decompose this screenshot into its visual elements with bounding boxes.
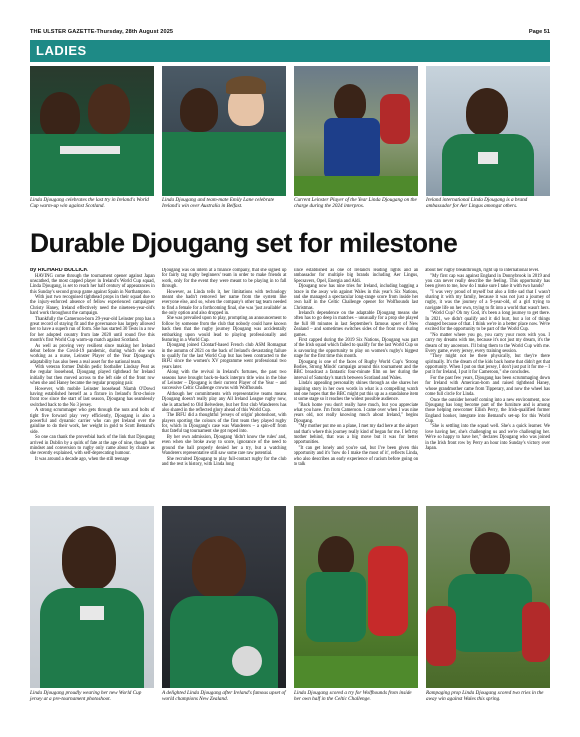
paragraph: With just two recognised tighthead props in their squad due to the injury-enforced absence of fellow experienced campaigner Christy Haney, Ireland effectively need the nineteen-year-old's hard work throughout the campaign. [30,295,155,317]
article-headline: Durable Djougang set for milestone [30,228,458,258]
section-title: LADIES [36,43,87,58]
paragraph: Although her commitments with representative teams means Djougang doesn't really play any All Ireland League rugby now, she is attached to Old Belvedere, but her first club Wanderers has also shared in the reflected glory ahead of this World Cup. [161,391,287,413]
paragraph: about her rugby breakthrough, right up to international level. [425,268,540,273]
paragraph: HAVING come through the tournament opener against Japan unscathed, the most capped player in Ireland's World Cup squad, Linda Djougang, is set to reach her half century of appearances in this Sunday's second group game against Spain in Northampton. [30,273,155,295]
paragraph: Once the outsider herself coming into a new environment, now Djougang has long become part of the furniture and is among those helping newcomer Eilish Perry, the Irish-qualified former England hooker, integrate into Bemand's set-up for this World Cup. [425,397,550,424]
paragraph: Djougang was on intern at a finance company, that she signed up for fairly tag rugby beginners' team in order to make friends at work, only for the event they were meant to be playing in to fall through. [161,268,287,290]
paragraph: First capped during the 2019 Six Nations, Djougang was part of the Irish squad which failed to qualify for the last World Cup so is savouring the opportunity to play on women's rugby's biggest stage for the first time this month. [293,338,419,360]
paragraph: It was around a decade ago, when the still teenage [35,456,129,462]
page-header [30,27,550,37]
top-photo-1 [30,66,154,196]
bottom-caption-4: Rampaging prop Linda Djougang scored two tries in the away win against Wales this spring. [426,690,544,702]
paragraph: So one can thank the proverbial back of the link that Djougang arrived in Dublin by a quirk of fate at the age of nine, though her mindset and conversion to rugby only came about by chance as she recently explained, with self-deprecating humour. [30,435,155,457]
bottom-photo-2 [162,506,286,688]
paragraph: She was prevailed upon to play, prompting an announcement to follow by someone from the club that nobody could have known back then that the rugby journey Djougang was accidentally embarking upon would lead to playing professionally and featuring in a World Cup. [161,316,287,343]
paragraph: "My mother put me on a plane, I met my dad here at the airport and that's where this journey really kind of began for me. I left my mother behind, that was a big move but it was for better opportunities. [293,424,419,446]
paragraph: "It can get lonely and you're sad, but I've been given this opportunity and it's 'how do I make the most of it', reflects Linda, who also describes an early experience of racism before going on to talk [293,445,419,467]
article-body [30,268,550,498]
paragraph: By her own admission, Djougang 'didn't know the rules' and, even when she broke away to score, ignorance of the need to ground the ball properly denied her a try, but a watching Wanderers representative still saw some rare raw potential. [161,434,287,456]
byline: by RICHARD BULLICK [30,268,88,273]
bottom-caption-1: Linda Djougang proudly wearing her new World Cup jersey at a pre-tournament photoshoot. [30,690,142,702]
section-band [30,40,550,62]
article-column-3 [294,268,419,498]
page-number: Page 51 [528,29,550,35]
top-photo-2 [162,66,286,196]
bottom-photo-3 [294,506,418,688]
paragraph: "My first cap was against England in Donnybrook in 2019 and you can never really describe the feeling. This opportunity has been given to me, how do I make sure I take it with two hands? [425,273,550,290]
bottom-caption-2: A delighted Linda Djougang after Ireland's famous upset of world champions New Zealand. [162,690,286,702]
top-photo-3 [294,66,418,196]
paragraph: "They might not be there physically, but they're there spiritually. It's the dream of the kids back home that didn't get that opportunity. When I put on that jersey, I don't just put it for me – I put it for Ireland, I put it for Cameroon," she concludes. [425,354,550,376]
paragraph: Djougang now has nine tries for Ireland, including bagging a brace in the away win against Wales in this year's Six Nations, and she managed a spectacular long-range score from inside her own half in the Celtic Challenge opener for Wolfhounds last Christmas. [293,284,419,311]
top-photo-4 [426,66,550,196]
paragraph: The IRFU did a thoughtful 'jerseys of origin' photoshoot, with players sporting the colours of the first team they played rugby for, which in Djougang's case was Wanderers – a spin-off from that fateful tag tournament she got roped into. [161,413,287,435]
paragraph: A strong scrummager who gets through the nuts and bolts of tight five forward play very efficiently, Djougang is also a powerful and dynamic carrier who can get Ireland over the gainline to do their work, her weight in gold to Scott Bemand's side. [30,408,155,435]
paragraph: Linda's appealing personality shines through as she shares her inspiring story in her own words in what is a compelling watch and one hopes that the BBC might put this up as a standalone item at some stage so it reaches the widest possible audience. [293,381,419,403]
paragraph: "She is settling into the squad well. She's a quick learner. We love having her, she's challenging us and we're challenging her. We're so happy to have her," declares Djougang who was joined in the Irish front row by Perry an hour into Sunday's victory over Japan. [425,424,550,451]
paragraph: "No matter where you go, you carry your roots with you. I carry my dreams with me, because it's not just my dream, it's the dream of my ancestors. I'll bring them to the World Cup with me. Every game, every jersey, every training session. [425,332,550,354]
paragraph: "World Cup? Oh my God, it's been a long journey to get there. In 2021, we didn't qualify and it did hurt, but a lot of things changed because of that. I think we're in a better place now. We're excited for the opportunity to be part of the World Cup. [425,311,550,333]
paragraph: Djougang is one of the faces of Rugby World Cup's 'Strong Bodies, Strong Minds' campaign around this tournament and the BBC broadcast a fantastic four-minute film on her during the interval of Saturday's match between Scotland and Wales. [293,359,419,381]
top-caption-2: Linda Djougang and team-mate Emily Lane celebrate Ireland's win over Australia in Belfast. [162,197,275,209]
paragraph: "Back home you don't really have much, but you appreciate what you have. I'm from Cameroon. I came over when I was nine years old, not really knowing much about Ireland," begins Djougang. [293,402,419,424]
paragraph: As well as proving very resilient since making her Ireland debut before the Covid-19 pandemic, during which she was working as a nurse, Leinster Player of the Year Djougang's adaptability has also been a real asset for the national team. [30,343,155,365]
paragraph: Thankfully the Cameroon-born 29-year-old Leinster prop has a great record of staying fit and the governance has largely allowed her to have a superb run of form. She has started 30 Tests in a row for her adopted country from late 2020 until round five this month's first World Cup warm-up match against Scotland. [30,316,155,344]
paragraph: However, with mobile Leinster loosehead Niamh O'Dowd having established herself as a fixture in Ireland's first-choice front row since the start of last season, Djougang has seamlessly switched back to the No 3 jersey. [30,386,155,408]
top-caption-4: Ireland international Linda Djougang is a brand ambassador for Aer Lingus amongst others. [426,197,528,209]
paragraph: However, as Linda tells it, her limitations with technology meant she hadn't removed her name from the system like everyone else, and so, when the company's other tag team needed to find a female for a forthcoming final, she was 'just available' as the only option and also dropped in. [161,289,287,316]
paragraph: She recruited Djougang to play full-contact rugby for the club and the rest is history, with Linda long [161,456,287,467]
paragraph: since established as one of Ireland's leading lights and an ambassador for multiple big brands including Aer Lingus, Specsavers, Opel, Energia and Aldi. [293,268,419,284]
paragraph: "I was very proud of myself but also a little sad that I wasn't sharing it with my family, because it was not just a journey of rugby, it was the journey of a 9-year-old, of a girl trying to navigate life on her own, trying to fit into a world that wasn't hers. [425,289,550,311]
article-column-2 [162,268,287,498]
top-caption-3: Current Leinster Player of the Year Linda Djougang on the charge during the 2024 interpros. [294,197,417,209]
paragraph: Ireland's dependence on the adaptable Djougang means she often has to go deep in matches – unusually for a prop she played the full 80 minutes in last September's famous upset of New Zealand – and sometimes switches sides of the front row during games. [293,311,419,338]
bottom-photo-1 [30,506,154,688]
publication-line: THE ULSTER GAZETTE-Thursday, 28th August 2025 [30,29,174,35]
article-column-1 [30,268,155,498]
paragraph: With veteran former Dublin pedic footballer Lindsay Peat as the regular loosehead, Djougang played tighthead for Ireland initially but then moved across to the left side of the front row when she and Haney became the regular propping pair. [30,365,155,387]
paragraph: Djougang joined Clontarf-based French club ASM Romagnat in the autumn of 2021 on the back of Ireland's devastating failure to qualify for the last World Cup but has been contracted to the IRFU since the women's XV programme went professional two years later. [161,343,287,370]
paragraph: Along with the revival in Ireland's fortunes, the past two seasons have brought back-to-back interpro title wins in the blue of Leinster – Djougang is their current Player of the Year – and successive Celtic Challenge crowns with Wolfhounds. [161,370,287,392]
paragraph: For the past few years, Djougang has been scrummaging down for Ireland with American-born and raised tighthead Haney, whose grandmother came from Tipperary, and now the wheel has come full circle for Linda. [425,376,550,398]
top-caption-1: Linda Djougang celebrates the last try in Ireland's World Cup warm-up win against Scotland. [30,197,149,209]
bottom-photo-4 [426,506,550,688]
article-column-4 [425,268,550,498]
bottom-caption-3: Linda Djougang scored a try for Wolfhounds from inside her own half in the Celtic Challenge. [294,690,412,702]
